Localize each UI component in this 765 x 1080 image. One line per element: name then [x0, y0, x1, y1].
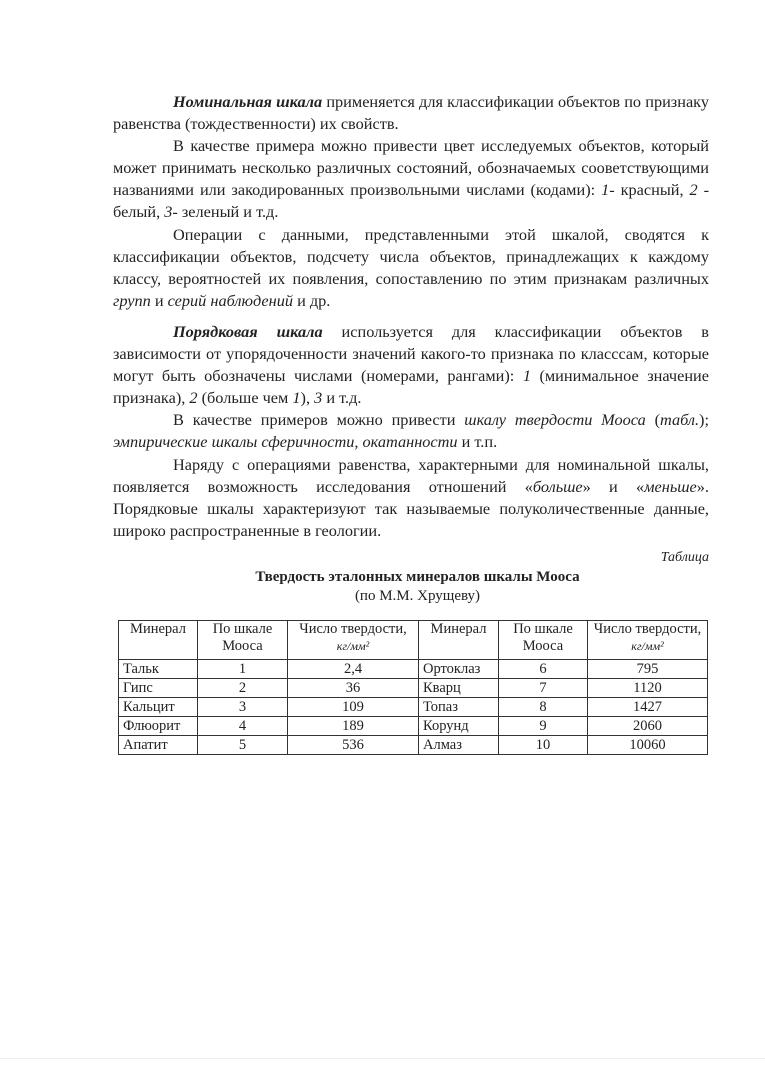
table-row — [119, 660, 708, 679]
column-header — [198, 621, 288, 660]
section-nominal-scale — [113, 91, 709, 312]
italic-text: 1 — [292, 388, 301, 408]
mineral-cell: Апатит — [119, 736, 198, 755]
hardness-cell: 36 — [288, 679, 419, 698]
hardness-cell: 2,4 — [288, 660, 419, 679]
page-divider — [0, 1058, 765, 1059]
mohs-scale-cell: 3 — [198, 698, 288, 717]
text-run: » и « — [582, 476, 645, 496]
column-header-label: Число твердости, — [299, 621, 407, 637]
column-header — [499, 621, 588, 660]
mineral-cell: Гипс — [119, 679, 198, 698]
paragraph — [113, 91, 709, 135]
text-run: Наряду с операциями равенства, характерными для номинальной шкалы, появляется возможность исследования отношений « — [113, 454, 709, 496]
italic-text: серий наблюдений — [167, 290, 293, 310]
mohs-scale-cell: 7 — [499, 679, 588, 698]
column-header-label: Минерал — [430, 621, 487, 637]
column-header — [288, 621, 419, 660]
text-run: ); — [699, 410, 709, 430]
mohs-scale-cell: 4 — [198, 717, 288, 736]
paragraph — [113, 321, 709, 409]
mineral-cell: Алмаз — [419, 736, 499, 755]
mohs-scale-cell: 1 — [198, 660, 288, 679]
text-run: и т.д. — [322, 388, 362, 408]
text-run: ), — [300, 388, 315, 408]
table-title: Твердость эталонных минералов шкалы Мооса — [255, 569, 580, 585]
table-row — [119, 736, 708, 755]
text-run: (минимальное значение признака), — [113, 366, 709, 408]
text-run: применяется для классификации объектов по признаку равенства (тождественности) их свойств. — [113, 92, 709, 134]
column-header-label: По шкале Мооса — [513, 621, 573, 654]
italic-text: 1 — [601, 180, 610, 200]
mineral-cell: Ортоклаз — [419, 660, 499, 679]
table-row — [119, 698, 708, 717]
table-subtitle: (по М.М. Хрущеву) — [354, 588, 481, 604]
mohs-scale-cell: 5 — [198, 736, 288, 755]
column-header — [119, 621, 198, 660]
hardness-cell: 10060 — [588, 736, 708, 755]
text-run: - белый, — [113, 180, 709, 222]
paragraph — [113, 224, 709, 312]
mineral-cell: Флюорит — [119, 717, 198, 736]
hardness-cell: 536 — [288, 736, 419, 755]
paragraph — [113, 454, 709, 542]
text-run: В качестве примера можно привести цвет исследуемых объектов, который может принимать несколько различных состояний, обозначаемых сооветствующими названиями или закодированных произвольными числами (кодами): — [113, 136, 709, 200]
term-heading: Порядковая шкала — [173, 322, 323, 341]
mineral-cell: Кварц — [419, 679, 499, 698]
italic-text: 2 — [189, 388, 198, 408]
hardness-cell: 189 — [288, 717, 419, 736]
column-header — [588, 621, 708, 660]
column-header-label: Минерал — [130, 621, 186, 637]
table-header-row — [119, 621, 708, 660]
italic-text: шкалу твердости Мооса — [464, 410, 646, 430]
table-row — [119, 717, 708, 736]
mohs-hardness-table — [118, 620, 708, 755]
text-run: и др. — [293, 290, 331, 310]
mineral-cell: Кальцит — [119, 698, 198, 717]
section-ordinal-scale — [113, 321, 709, 542]
table-label: Таблица — [660, 550, 709, 565]
paragraph — [113, 135, 709, 223]
text-run: и т.п. — [457, 432, 498, 452]
text-run: ». Порядковые шкалы характеризуют так называемые полуколичественные данные, широко распространенные в геологии. — [113, 476, 709, 540]
column-header-label: По шкале Мооса — [212, 621, 273, 654]
text-run: - зеленый и т.д. — [172, 202, 279, 222]
column-header-label: Число твердости, — [593, 621, 702, 637]
unit-label: кг/мм² — [631, 639, 664, 653]
hardness-cell: 109 — [288, 698, 419, 717]
mohs-scale-cell: 9 — [499, 717, 588, 736]
mineral-cell: Топаз — [419, 698, 499, 717]
italic-text: 3 — [314, 388, 323, 408]
hardness-cell: 1120 — [588, 679, 708, 698]
table-row — [119, 679, 708, 698]
hardness-cell: 2060 — [588, 717, 708, 736]
text-run: - красный, — [609, 180, 690, 200]
italic-text: 2 — [689, 180, 698, 200]
mineral-cell: Корунд — [419, 717, 499, 736]
italic-text: эмпирические шкалы сферичности, окатанности — [113, 432, 458, 452]
mineral-cell: Тальк — [119, 660, 198, 679]
italic-text: 1 — [522, 366, 531, 386]
mohs-scale-cell: 10 — [499, 736, 588, 755]
paragraph — [113, 409, 709, 453]
text-run: (больше чем — [197, 388, 293, 408]
term-heading: Номинальная шкала — [173, 92, 323, 111]
text-run: Операции с данными, представленными этой шкалой, сводятся к классификации объектов, подсчету числа объектов, принадлежащих к каждому классу, вероятностей их появления, сопоставлению по этим признакам различных — [113, 224, 709, 288]
italic-text: 3 — [164, 202, 173, 222]
hardness-cell: 795 — [588, 660, 708, 679]
mohs-scale-cell: 6 — [499, 660, 588, 679]
text-run: используется для классификации объектов в зависимости от упорядоченности значений какого-то признака по класссам, которые могут быть обозначены числами (номерами, рангами): — [113, 322, 709, 386]
text-run: и — [150, 290, 168, 310]
unit-label: кг/мм² — [336, 639, 370, 653]
italic-text: табл. — [659, 410, 700, 430]
italic-text: меньше — [644, 476, 697, 496]
text-run: В качестве примеров можно привести — [173, 410, 465, 430]
italic-text: групп — [113, 290, 151, 310]
mohs-scale-cell: 2 — [198, 679, 288, 698]
italic-text: больше — [532, 476, 583, 496]
mohs-scale-cell: 8 — [499, 698, 588, 717]
text-run: ( — [645, 410, 660, 430]
hardness-cell: 1427 — [588, 698, 708, 717]
column-header — [419, 621, 499, 660]
